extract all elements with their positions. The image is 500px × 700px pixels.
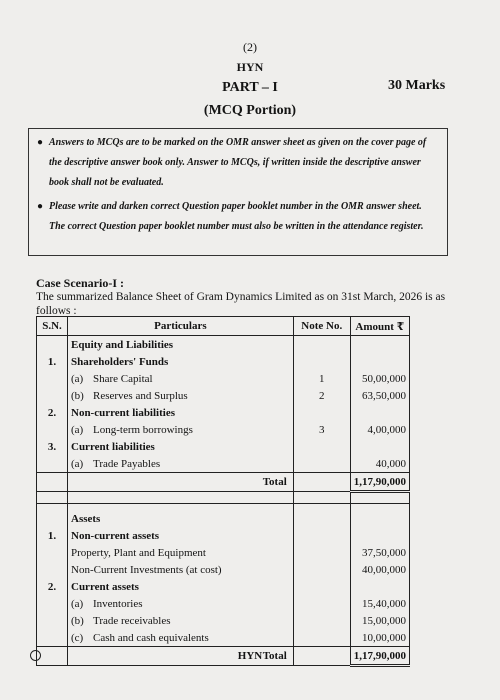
equity-heading: Equity and Liabilities [68, 336, 294, 354]
amount: 15,40,000 [350, 595, 409, 612]
marks-label: 30 Marks [388, 78, 446, 93]
row-sn: 1. [37, 527, 68, 544]
table-row [37, 438, 410, 455]
portion-heading: (MCQ Portion) [203, 103, 297, 118]
table-row [37, 370, 410, 387]
instruction-item [37, 133, 435, 193]
table-row [37, 612, 410, 629]
row-label: (a) [71, 457, 84, 470]
table-row [37, 353, 410, 370]
row-label: (b) [71, 614, 84, 627]
amount: 63,50,000 [350, 387, 409, 404]
total-label: Total [68, 647, 294, 666]
row-sn: 2. [37, 404, 68, 421]
amount: 50,00,000 [350, 370, 409, 387]
table-row [37, 578, 410, 595]
row-label: (a) [71, 597, 84, 610]
case-intro: The summarized Balance Sheet of Gram Dynamics Limited as on 31st March, 2026 is as follows : [36, 291, 446, 317]
total-amount: 1,17,90,000 [350, 473, 409, 492]
ca-heading: Current assets [68, 578, 294, 595]
table-row [37, 561, 410, 578]
table-row [37, 387, 410, 404]
long-term-borrowings: Long-term borrowings [93, 423, 193, 436]
header-particulars: Particulars [68, 317, 294, 336]
row-label: (b) [71, 389, 84, 402]
share-capital: Share Capital [93, 372, 153, 385]
instruction-text: Answers to MCQs are to be marked on the OMR answer sheet as given on the cover page of the descriptive answer book only. Answer to MCQs, if written inside the descriptive answer book shall not be evaluated. [49, 137, 427, 188]
ppe: Property, Plant and Equipment [68, 544, 294, 561]
header-amount: Amount ₹ [350, 317, 409, 336]
table-row [37, 510, 410, 527]
footer-code: HYN [237, 650, 263, 662]
note-number: 2 [293, 387, 350, 404]
instruction-item [37, 197, 435, 237]
row-label: (c) [71, 631, 84, 644]
row-sn: 2. [37, 578, 68, 595]
note-number: 1 [293, 370, 350, 387]
assets-heading: Assets [68, 510, 294, 527]
table-row [37, 421, 410, 438]
table-header-row [37, 317, 410, 336]
table-row [37, 544, 410, 561]
bullet-icon: ● [37, 137, 44, 148]
paper-code: HYN [236, 60, 264, 74]
nca-heading: Non-current assets [68, 527, 294, 544]
part-heading: PART – I [222, 80, 278, 95]
page-number: (2) [243, 40, 257, 54]
table-row [37, 455, 410, 473]
case-title: Case Scenario-I : [36, 276, 124, 290]
ncl-heading: Non-current liabilities [68, 404, 294, 421]
row-label: (a) [71, 372, 84, 385]
bullet-icon: ● [37, 201, 44, 212]
table-row [37, 336, 410, 354]
row-sn: 3. [37, 438, 68, 455]
header-sn: S.N. [37, 317, 68, 336]
nci: Non-Current Investments (at cost) [68, 561, 294, 578]
total-amount: 1,17,90,000 [350, 647, 409, 666]
amount: 37,50,000 [350, 544, 409, 561]
reserves: Reserves and Surplus [93, 389, 188, 402]
instructions-box [28, 128, 448, 256]
trade-receivables: Trade receivables [93, 614, 171, 627]
shareholders-heading: Shareholders' Funds [68, 353, 294, 370]
balance-sheet-table [36, 316, 410, 667]
inventories: Inventories [93, 597, 143, 610]
amount: 4,00,000 [350, 421, 409, 438]
table-row [37, 404, 410, 421]
table-row [37, 595, 410, 612]
total-label: Total [68, 473, 294, 492]
total-row [37, 473, 410, 492]
header-note: Note No. [293, 317, 350, 336]
table-row [37, 629, 410, 647]
row-label: (a) [71, 423, 84, 436]
trade-payables: Trade Payables [93, 457, 161, 470]
cash: Cash and cash equivalents [93, 631, 209, 644]
amount: 40,00,000 [350, 561, 409, 578]
amount: 10,00,000 [350, 629, 409, 647]
table-row [37, 527, 410, 544]
amount: 15,00,000 [350, 612, 409, 629]
cl-heading: Current liabilities [68, 438, 294, 455]
instruction-text: Please write and darken correct Question paper booklet number in the OMR answer sheet. The correct Question paper booklet number must also be written in the attendance register. [49, 201, 424, 232]
note-number: 3 [293, 421, 350, 438]
amount: 40,000 [350, 455, 409, 473]
row-sn: 1. [37, 353, 68, 370]
